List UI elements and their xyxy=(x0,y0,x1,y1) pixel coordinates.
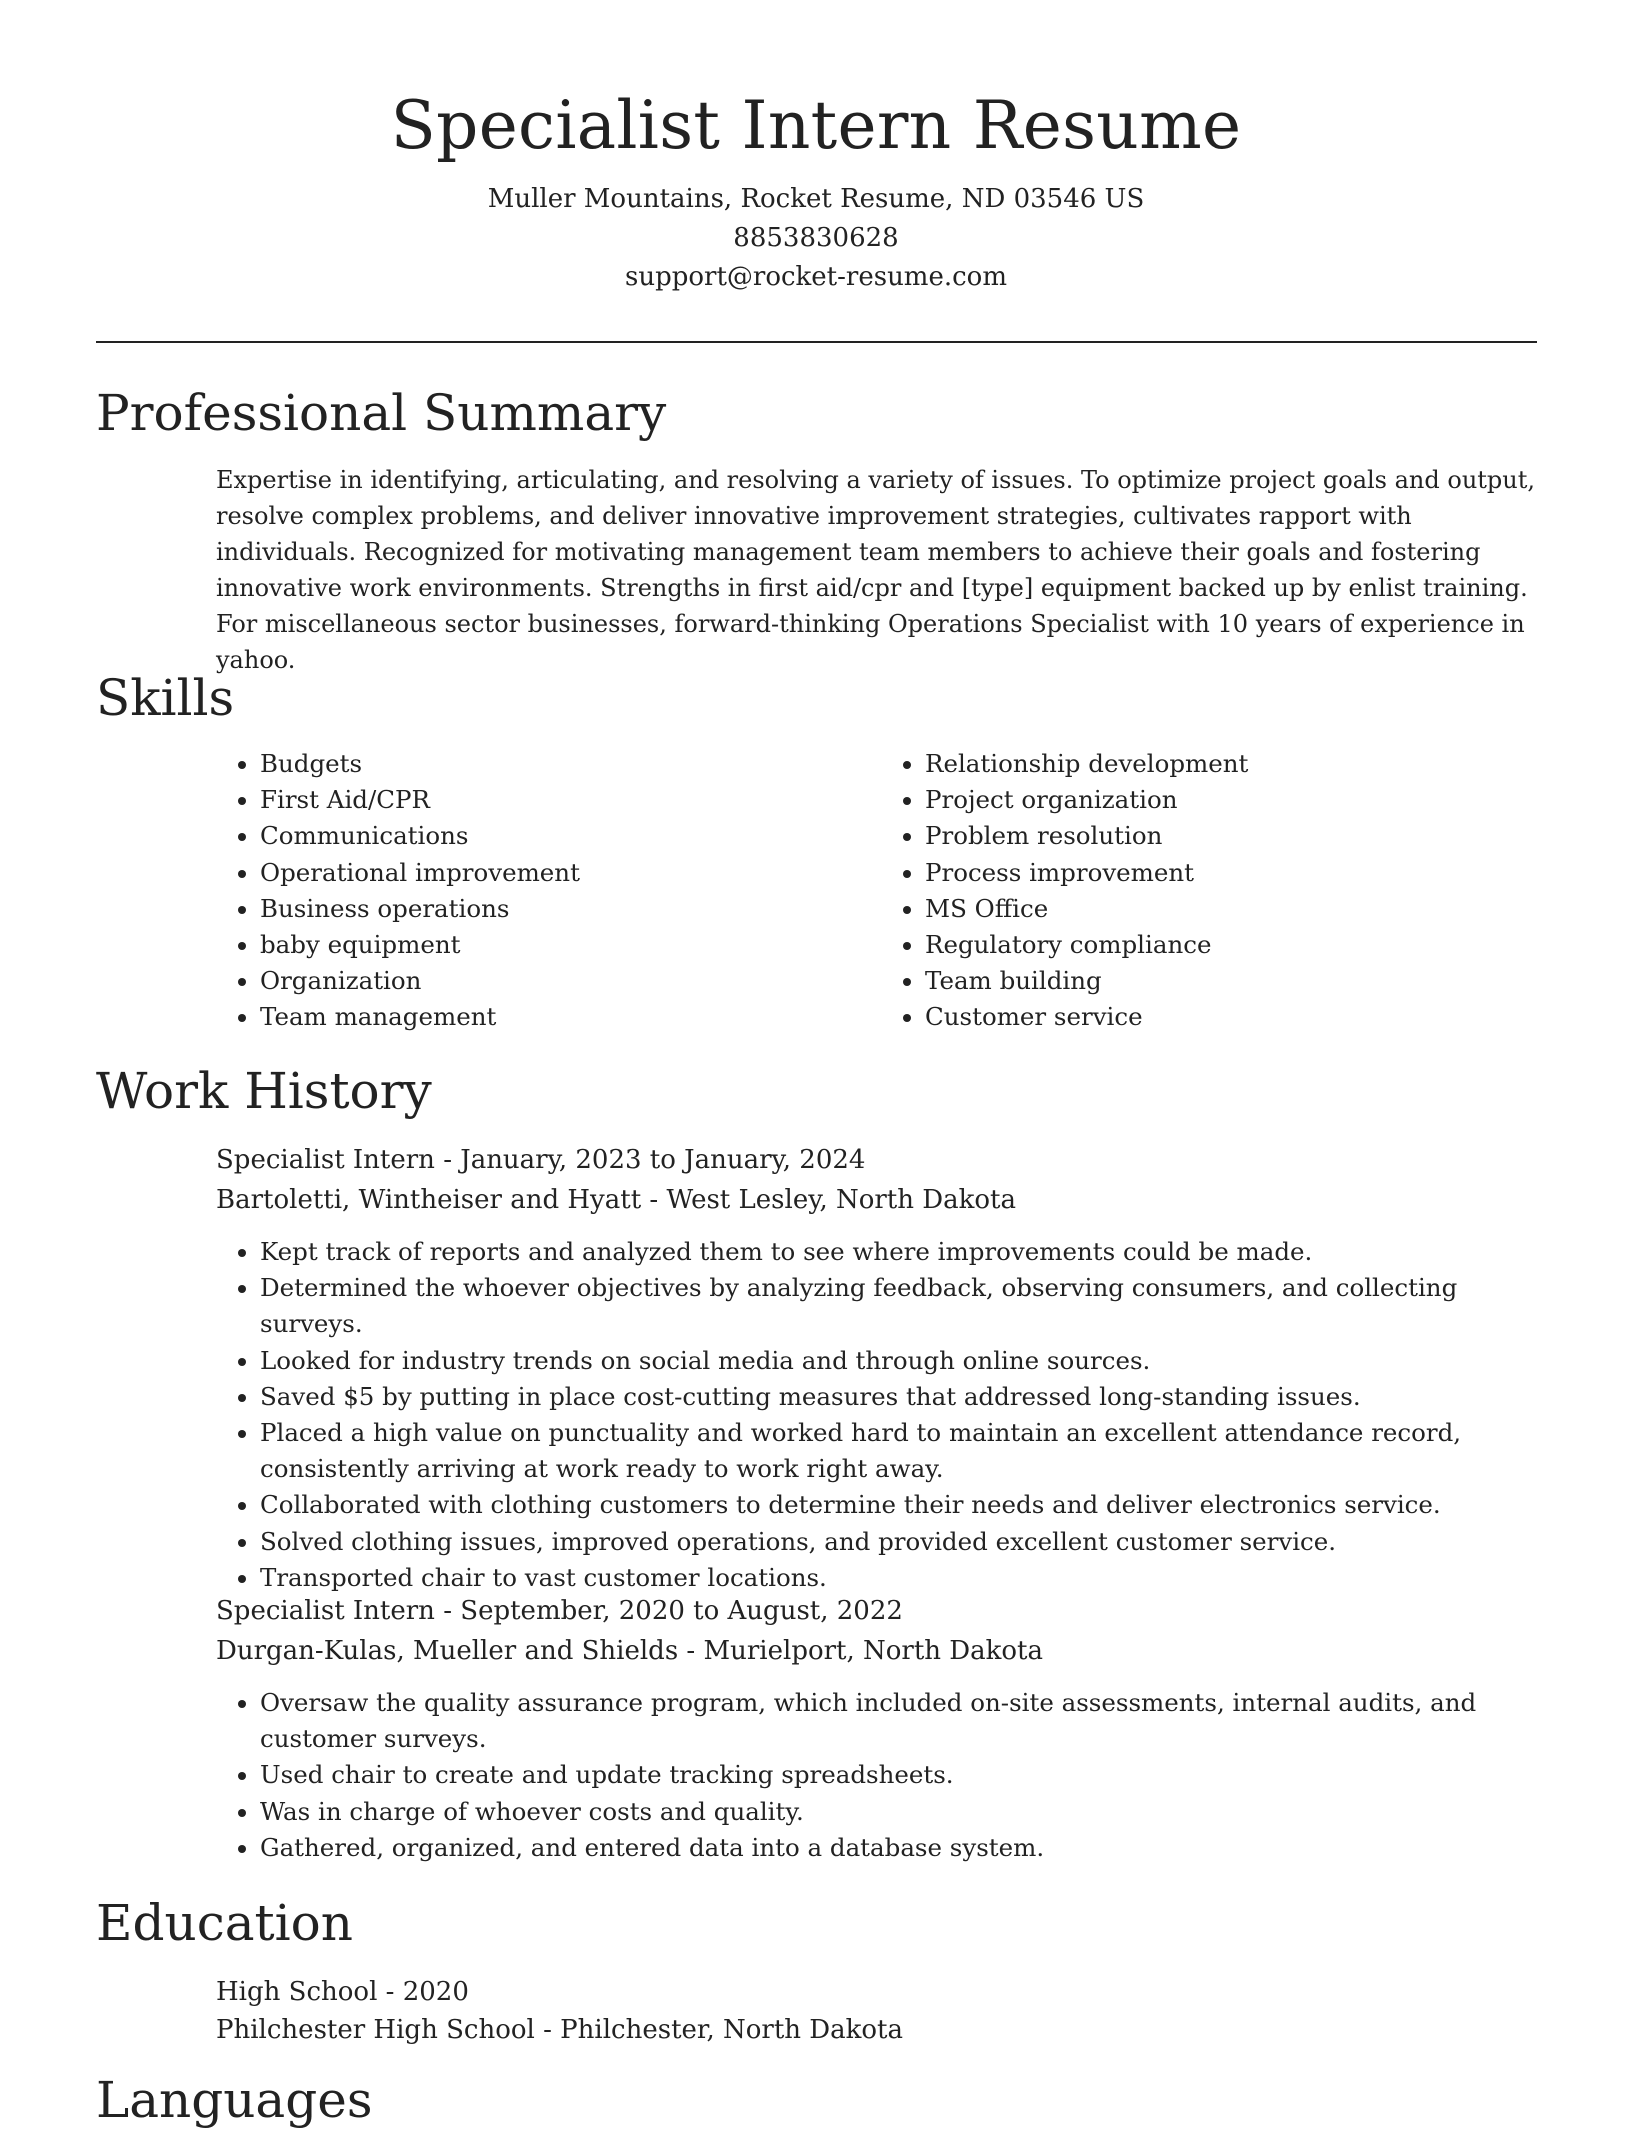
education-degree: High School xyxy=(216,1977,378,2007)
separator: - xyxy=(534,2015,561,2045)
education-school-line xyxy=(216,2010,903,2050)
resume-header xyxy=(0,0,1632,297)
skill-item: • MS Office xyxy=(925,891,1546,927)
separator: - xyxy=(377,1977,403,2007)
job-2-company-line xyxy=(216,1631,1043,1671)
skill-item: • Team building xyxy=(925,963,1546,999)
skills-heading: Skills xyxy=(96,669,235,727)
skills-column-left xyxy=(216,746,881,1036)
job-bullet: • Placed a high value on punctuality and worked hard to maintain an excellent attendance record, consistently arriving at work ready to work right away. xyxy=(260,1415,1546,1487)
skills-column-right xyxy=(881,746,1546,1036)
languages-heading: Languages xyxy=(96,2071,373,2129)
job-bullet: • Used chair to create and update tracking spreadsheets. xyxy=(260,1757,1546,1793)
job-location: Murielport, North Dakota xyxy=(703,1636,1044,1666)
job-1-title-line xyxy=(216,1140,865,1180)
education-location: Philchester, North Dakota xyxy=(560,2015,903,2045)
job-2-title-line xyxy=(216,1591,903,1631)
contact-phone: 8853830628 xyxy=(733,223,899,253)
separator: - xyxy=(641,1185,667,1215)
skill-item: • Regulatory compliance xyxy=(925,927,1546,963)
skill-item: • Organization xyxy=(260,963,881,999)
job-bullet: • Gathered, organized, and entered data into a database system. xyxy=(260,1830,1546,1866)
skill-item: • baby equipment xyxy=(260,927,881,963)
skill-item: • First Aid/CPR xyxy=(260,782,881,818)
resume-title: Specialist Intern Resume xyxy=(390,87,1242,164)
skill-item: • Problem resolution xyxy=(925,818,1546,854)
skills-list xyxy=(216,746,1546,1036)
skill-item: • Process improvement xyxy=(925,855,1546,891)
education-year: 2020 xyxy=(402,1977,469,2007)
skill-item: • Budgets xyxy=(260,746,881,782)
separator: - xyxy=(434,1596,461,1626)
separator: - xyxy=(678,1636,704,1666)
skill-item: • Customer service xyxy=(925,999,1546,1035)
skill-item: • Communications xyxy=(260,818,881,854)
job-2-bullets xyxy=(216,1685,1546,1866)
job-location: West Lesley, North Dakota xyxy=(666,1185,1016,1215)
job-bullet: • Saved $5 by putting in place cost-cutting measures that addressed long-standing issues. xyxy=(260,1379,1546,1415)
job-company: Durgan-Kulas, Mueller and Shields xyxy=(216,1636,679,1666)
education-degree-line xyxy=(216,1972,469,2012)
job-bullet: • Determined the whoever objectives by analyzing feedback, observing consumers, and collecting surveys. xyxy=(260,1270,1546,1342)
work-heading: Work History xyxy=(96,1062,432,1120)
skill-item: • Project organization xyxy=(925,782,1546,818)
job-1-company-line xyxy=(216,1180,1016,1220)
contact-address: Muller Mountains, Rocket Resume, ND 03546 US xyxy=(487,184,1145,214)
contact-email: support@rocket-resume.com xyxy=(624,262,1007,292)
separator: - xyxy=(434,1145,461,1175)
skill-item: • Relationship development xyxy=(925,746,1546,782)
job-bullet: • Oversaw the quality assurance program, which included on-site assessments, internal audits, and customer surveys. xyxy=(260,1685,1546,1757)
summary-heading: Professional Summary xyxy=(96,384,667,442)
header-divider xyxy=(96,341,1537,343)
contact-block xyxy=(0,180,1632,297)
education-heading: Education xyxy=(96,1894,353,1952)
skill-item: • Team management xyxy=(260,999,881,1035)
job-1-bullets xyxy=(216,1234,1546,1596)
job-title: Specialist Intern xyxy=(216,1145,435,1175)
job-bullet: • Solved clothing issues, improved operations, and provided excellent customer service. xyxy=(260,1524,1546,1560)
job-bullet: • Was in charge of whoever costs and quality. xyxy=(260,1794,1546,1830)
summary-text: Expertise in identifying, articulating, and resolving a variety of issues. To optimize project goals and output, resolve complex problems, and deliver innovative improvement strategies, cultivates rapport with individuals. Recognized for motivating management team members to achieve their goals and fostering innovative work environments. Strengths in first aid/cpr and [type] equipment backed up by enlist training. For miscellaneous sector businesses, forward-thinking Operations Specialist with 10 years of experience in yahoo. xyxy=(216,466,1536,674)
job-bullet: • Collaborated with clothing customers to determine their needs and deliver electronics service. xyxy=(260,1487,1546,1523)
job-company: Bartoletti, Wintheiser and Hyatt xyxy=(216,1185,642,1215)
education-school: Philchester High School xyxy=(216,2015,535,2045)
skill-item: • Operational improvement xyxy=(260,855,881,891)
job-title: Specialist Intern xyxy=(216,1596,435,1626)
job-bullet: • Transported chair to vast customer locations. xyxy=(260,1560,1546,1596)
skill-item: • Business operations xyxy=(260,891,881,927)
job-bullet: • Kept track of reports and analyzed them to see where improvements could be made. xyxy=(260,1234,1546,1270)
job-dates: September, 2020 to August, 2022 xyxy=(460,1596,903,1626)
job-dates: January, 2023 to January, 2024 xyxy=(460,1145,866,1175)
job-bullet: • Looked for industry trends on social media and through online sources. xyxy=(260,1343,1546,1379)
